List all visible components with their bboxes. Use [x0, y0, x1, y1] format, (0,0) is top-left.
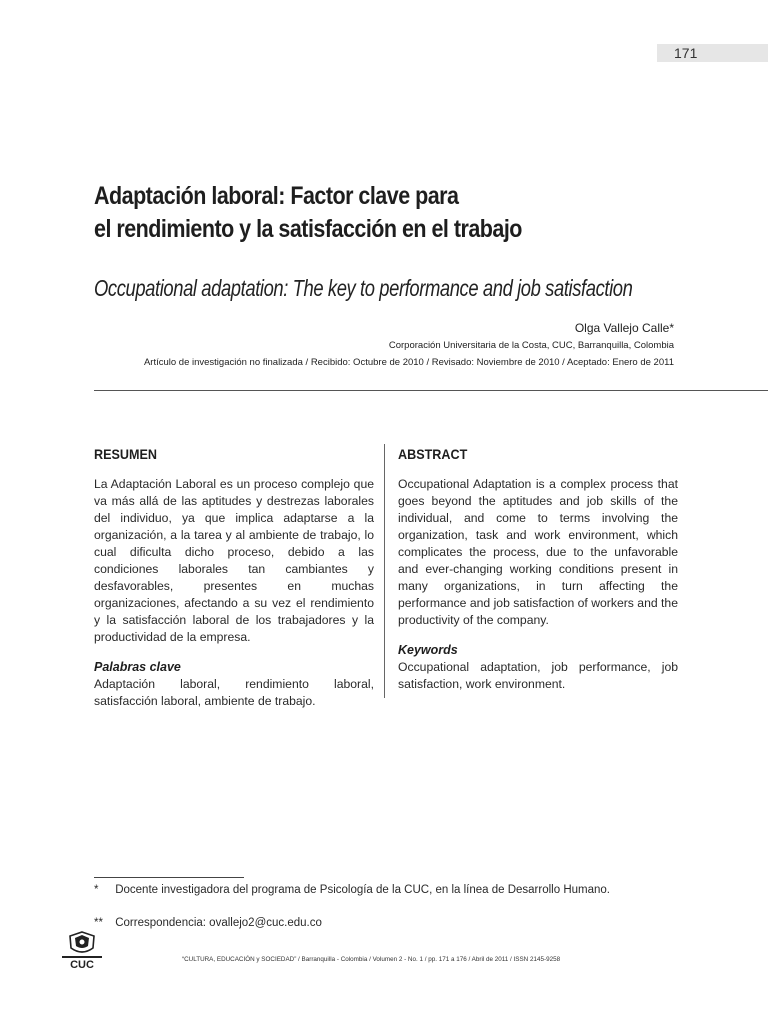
footnote-1 — [94, 884, 610, 896]
column-divider — [384, 444, 385, 698]
resumen-heading: RESUMEN — [94, 446, 158, 462]
footnote-1-mark: * — [94, 884, 99, 896]
affiliation: Corporación Universitaria de la Costa, CUC, Barranquilla, Colombia — [388, 340, 674, 351]
footnote-2-text: Correspondencia: ovallejo2@cuc.edu.co — [115, 917, 322, 929]
title-line-1: Adaptación laboral: Factor clave para — [94, 182, 459, 210]
keywords: Occupational adaptation, job performance, job satisfaction, work environment. — [398, 660, 678, 691]
page-number: 171 — [657, 44, 768, 62]
article-dates: Artículo de investigación no finalizada / Recibido: Octubre de 2010 / Revisado: Noviembre de 2010 / Aceptado: Enero de 2011 — [143, 357, 674, 368]
resumen-column — [94, 446, 374, 710]
resumen-body: La Adaptación Laboral es un proceso complejo que va más allá de las aptitudes y destrezas laborales del individuo, ya que implica adaptarse a la organización, a la tarea y al ambiente de trabajo, lo cual dificulta dicho proceso, debido a las condiciones laborales tan cambiantes y desfavorables, presentes en muchas organizaciones, afectando a su vez el rendimiento y la satisfacción laboral de los trabajadores y la productividad de la empresa. — [94, 477, 374, 644]
footnote-divider — [94, 877, 244, 878]
author: Olga Vallejo Calle* — [574, 321, 674, 335]
palabras-clave-heading: Palabras clave — [94, 660, 181, 674]
footnote-1-text: Docente investigadora del programa de Psicología de la CUC, en la línea de Desarrollo Humano. — [115, 884, 610, 896]
abstract-body: Occupational Adaptation is a complex process that goes beyond the aptitudes and job skills of the individual, and come to terms involving the organization, task and work environment, which complicates the process, due to the unfavorable and ever-changing working conditions present in many organizations, in turn affecting the performance and job satisfaction of workers and the productivity of the company. — [398, 477, 678, 627]
keywords-heading: Keywords — [398, 643, 458, 657]
title-line-2: el rendimiento y la satisfacción en el trabajo — [94, 215, 522, 243]
abstract-column — [398, 446, 678, 693]
article-title — [94, 180, 610, 246]
journal-citation: “CULTURA, EDUCACIÓN y SOCIEDAD” / Barranquilla - Colombia / Volumen 2 - No. 1 / pp. 171 a 176 / Abril de 2011 / ISSN 2145-9258 — [182, 956, 561, 963]
header-divider — [94, 390, 768, 391]
abstract-heading: ABSTRACT — [398, 446, 468, 462]
footnote-2 — [94, 917, 322, 929]
footnote-2-mark: ** — [94, 917, 103, 929]
english-title: Occupational adaptation: The key to performance and job satisfaction — [94, 275, 633, 301]
svg-text:CUC: CUC — [70, 959, 94, 970]
palabras-clave: Adaptación laboral, rendimiento laboral, satisfacción laboral, ambiente de trabajo. — [94, 677, 374, 708]
cuc-logo-icon — [60, 930, 104, 970]
